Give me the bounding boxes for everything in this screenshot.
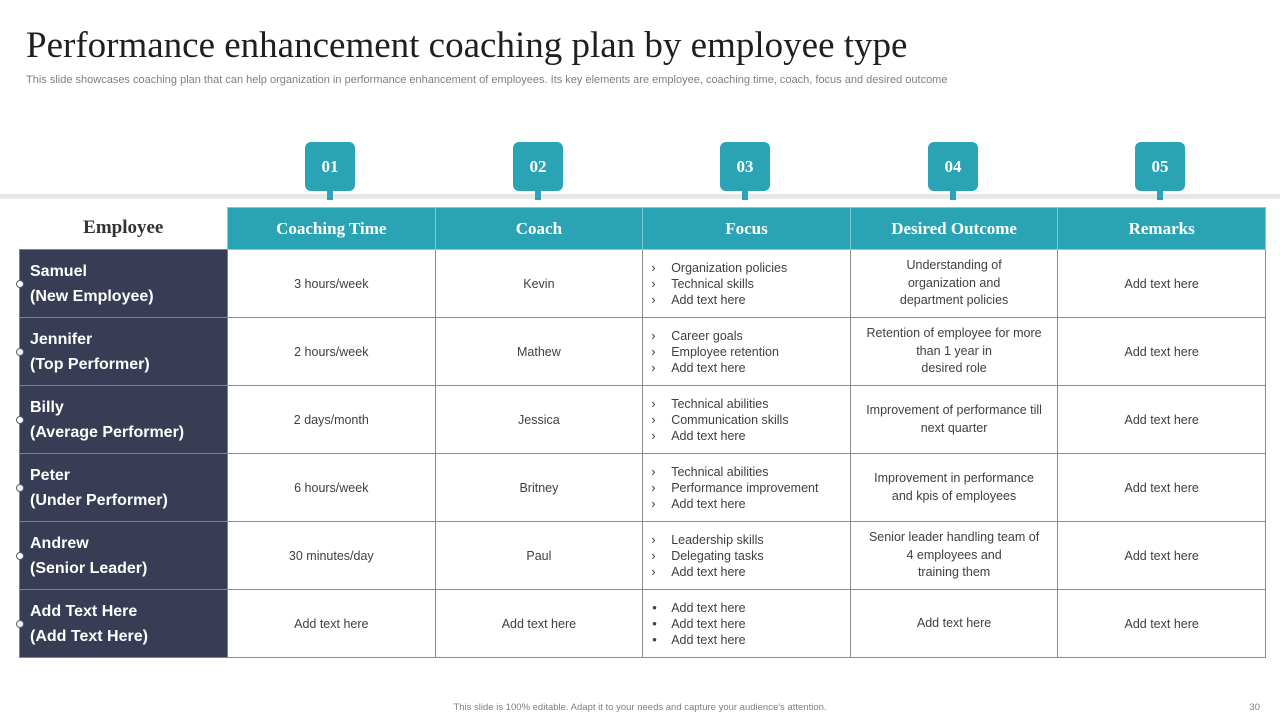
focus-cell (643, 318, 851, 386)
employee-type: (Average Performer) (30, 423, 185, 441)
coaching-time-cell: 3 hours/week (228, 250, 436, 318)
focus-item: › Add text here (651, 496, 850, 512)
outcome-line: than 1 year in (916, 343, 992, 358)
focus-item: › Add text here (651, 564, 850, 580)
desired-outcome-cell (850, 386, 1058, 454)
focus-item: › Add text here (651, 428, 850, 444)
row-marker-dot (16, 280, 24, 288)
desired-outcome-cell (850, 454, 1058, 522)
header-band (0, 194, 1280, 199)
coaching-time-cell: 2 days/month (228, 386, 436, 454)
remarks-cell: Add text here (1058, 386, 1266, 454)
focus-item: • Add text here (651, 616, 850, 632)
remarks-cell: Add text here (1058, 590, 1266, 658)
focus-item: › Leadership skills (651, 532, 850, 548)
outcome-line: Add text here (916, 615, 992, 630)
employee-name: Add Text Here (30, 602, 138, 620)
slide-title: Performance enhancement coaching plan by employee type (26, 25, 908, 66)
step-badge-3: 03 (720, 142, 770, 191)
employee-name: Jennifer (30, 330, 93, 348)
employee-name: Samuel (30, 262, 87, 280)
desired-outcome-cell (850, 250, 1058, 318)
employee-cell (20, 454, 228, 522)
coaching-plan-table (19, 207, 1266, 658)
focus-item: › Delegating tasks (651, 548, 850, 564)
desired-outcome-cell (850, 318, 1058, 386)
coach-cell: Kevin (435, 250, 643, 318)
focus-item: › Performance improvement (651, 480, 850, 496)
step-badge-5: 05 (1135, 142, 1185, 191)
focus-item: › Technical abilities (651, 396, 850, 412)
header-remarks: Remarks (1058, 208, 1266, 250)
employee-cell (20, 318, 228, 386)
outcome-line: Understanding of (906, 258, 1002, 273)
table-row (20, 318, 1266, 386)
outcome-line: 4 employees and (906, 547, 1002, 562)
remarks-cell: Add text here (1058, 522, 1266, 590)
employee-cell (20, 386, 228, 454)
focus-cell (643, 250, 851, 318)
remarks-cell: Add text here (1058, 318, 1266, 386)
table-row (20, 250, 1266, 318)
employee-cell (20, 250, 228, 318)
header-employee: Employee (20, 208, 228, 250)
coach-cell: Add text here (435, 590, 643, 658)
step-badge-1: 01 (305, 142, 355, 191)
focus-cell (643, 454, 851, 522)
employee-type: (Add Text Here) (30, 627, 148, 645)
outcome-line: department policies (899, 293, 1009, 308)
coaching-time-cell: Add text here (228, 590, 436, 658)
header-coach: Coach (435, 208, 643, 250)
employee-name: Billy (30, 398, 64, 416)
focus-item: › Employee retention (651, 344, 850, 360)
focus-cell (643, 386, 851, 454)
page-number: 30 (1249, 702, 1260, 713)
header-coaching-time: Coaching Time (228, 208, 436, 250)
focus-item: • Add text here (651, 632, 850, 648)
coach-cell: Britney (435, 454, 643, 522)
outcome-line: Improvement of performance till (866, 403, 1042, 417)
focus-item: › Add text here (651, 292, 850, 308)
row-marker-dot (16, 484, 24, 492)
focus-item: › Add text here (651, 360, 850, 376)
focus-cell (643, 590, 851, 658)
focus-item: › Technical abilities (651, 464, 850, 480)
focus-item: › Technical skills (651, 276, 850, 292)
row-marker-dot (16, 620, 24, 628)
focus-cell (643, 522, 851, 590)
row-marker-dot (16, 348, 24, 356)
coaching-time-cell: 6 hours/week (228, 454, 436, 522)
employee-cell (20, 590, 228, 658)
outcome-line: Improvement in performance (874, 471, 1034, 485)
employee-type: (New Employee) (30, 287, 154, 305)
outcome-line: desired role (921, 361, 987, 376)
focus-item: › Organization policies (651, 260, 850, 276)
step-badge-4: 04 (928, 142, 978, 191)
employee-name: Andrew (30, 534, 89, 552)
outcome-line: organization and (907, 275, 1001, 290)
focus-item: • Add text here (651, 600, 850, 616)
focus-item: › Communication skills (651, 412, 850, 428)
step-badge-2: 02 (513, 142, 563, 191)
table-row (20, 522, 1266, 590)
slide-subtitle: This slide showcases coaching plan that can help organization in performance enhancement of employees. Its key elements are employee, coaching time, coach, focus and desired outcome (26, 74, 948, 86)
employee-type: (Senior Leader) (30, 559, 148, 577)
employee-name: Peter (30, 466, 71, 484)
coach-cell: Jessica (435, 386, 643, 454)
row-marker-dot (16, 552, 24, 560)
outcome-line: Senior leader handling team of (868, 530, 1040, 545)
table-header-row (20, 208, 1266, 250)
coaching-time-cell: 30 minutes/day (228, 522, 436, 590)
coaching-time-cell: 2 hours/week (228, 318, 436, 386)
coach-cell: Mathew (435, 318, 643, 386)
header-desired-outcome: Desired Outcome (850, 208, 1058, 250)
outcome-line: and kpis of employees (891, 488, 1017, 503)
remarks-cell: Add text here (1058, 250, 1266, 318)
slide-footer: This slide is 100% editable. Adapt it to your needs and capture your audience's attention. (453, 702, 827, 713)
outcome-line: Retention of employee for more (866, 326, 1042, 341)
table-row (20, 386, 1266, 454)
outcome-line: next quarter (920, 420, 988, 435)
coach-cell: Paul (435, 522, 643, 590)
outcome-line: training them (917, 565, 991, 580)
desired-outcome-cell (850, 590, 1058, 658)
focus-item: › Career goals (651, 328, 850, 344)
employee-cell (20, 522, 228, 590)
row-marker-dot (16, 416, 24, 424)
table-row (20, 590, 1266, 658)
remarks-cell: Add text here (1058, 454, 1266, 522)
employee-type: (Top Performer) (30, 355, 150, 373)
header-focus: Focus (643, 208, 851, 250)
desired-outcome-cell (850, 522, 1058, 590)
employee-type: (Under Performer) (30, 491, 168, 509)
table-row (20, 454, 1266, 522)
